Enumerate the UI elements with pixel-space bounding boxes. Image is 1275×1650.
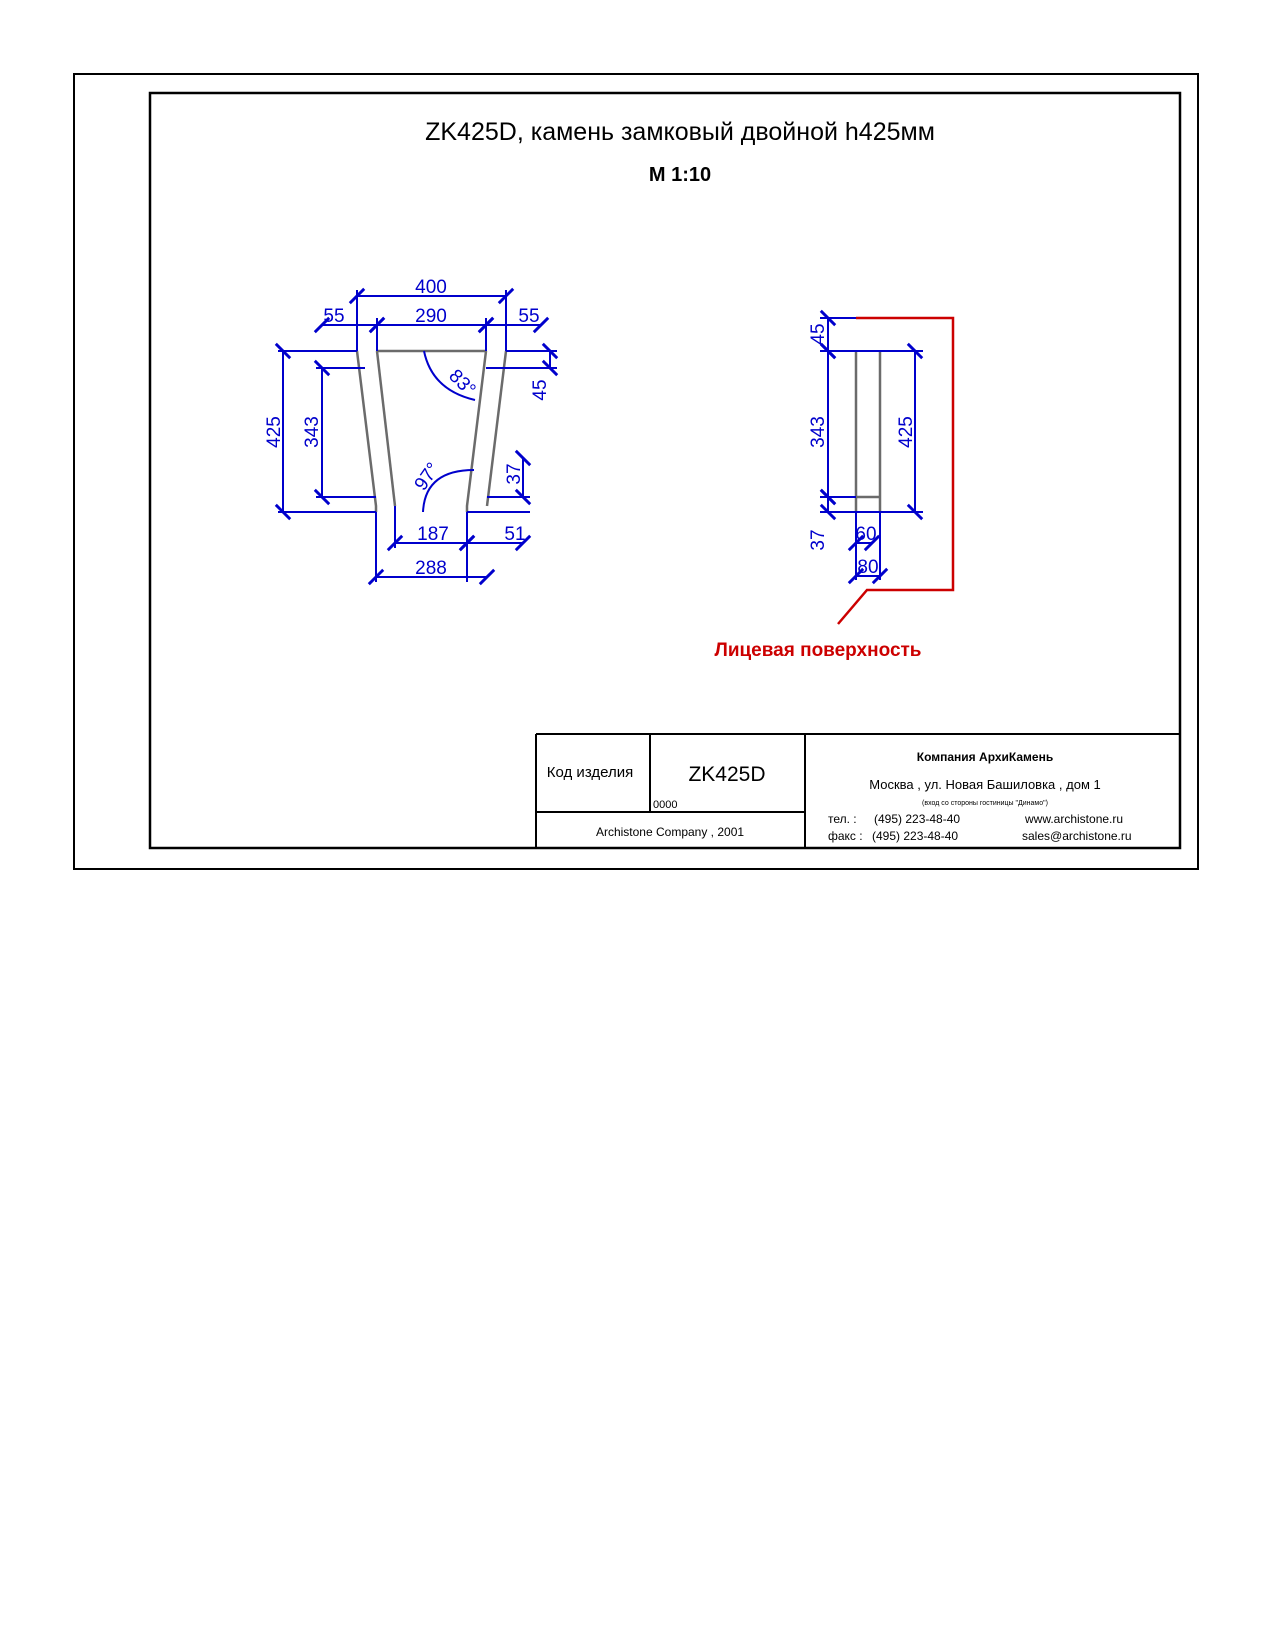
face-surface-label: Лицевая поверхность	[714, 640, 922, 661]
code-value: ZK425D	[688, 763, 766, 786]
dim-right-bottom: 37	[504, 463, 525, 485]
side-outline	[856, 351, 880, 512]
side-dim-bottom: 37	[808, 529, 829, 551]
fax-label: факс :	[828, 829, 863, 843]
phone-label: тел. :	[828, 812, 857, 826]
dim-top-total: 400	[415, 277, 447, 298]
side-dim-width-inner: 60	[855, 524, 877, 545]
dim-top-left: 55	[323, 306, 345, 327]
side-dim-width-total: 80	[857, 557, 879, 578]
dim-top-inner: 290	[415, 306, 447, 327]
side-dim-inner: 343	[808, 416, 829, 448]
drawing-scale: М 1:10	[648, 164, 712, 186]
side-dim-top: 45	[808, 323, 829, 345]
dim-bottom-inner: 187	[417, 524, 449, 545]
fax-value: (495) 223-48-40	[872, 829, 959, 843]
dim-right-top: 45	[530, 379, 551, 401]
code-label: Код изделия	[546, 764, 634, 781]
angle-top-label: 83°	[444, 365, 480, 401]
company-address: Москва , ул. Новая Башиловка , дом 1	[869, 777, 1101, 792]
dim-bottom-right: 51	[504, 524, 526, 545]
side-view	[714, 318, 953, 661]
side-dim-total: 425	[896, 416, 917, 448]
website[interactable]: www.archistone.ru	[1025, 812, 1124, 826]
drawing-title: ZK425D, камень замковый двойной h425мм	[425, 118, 935, 146]
company-address-note: (вход со стороны гостиницы "Динамо")	[922, 800, 1048, 807]
dim-top-right: 55	[518, 306, 540, 327]
company-name: Компания АрхиКамень	[916, 750, 1054, 764]
dim-height-total: 425	[264, 416, 285, 448]
phone-value: (495) 223-48-40	[874, 812, 961, 826]
email[interactable]: sales@archistone.ru	[1022, 829, 1132, 843]
dim-bottom-total: 288	[415, 558, 447, 579]
front-view	[264, 277, 557, 582]
dim-height-inner: 343	[302, 416, 323, 448]
angle-bottom-label: 97°	[410, 459, 445, 495]
code-number: 0000	[653, 799, 678, 811]
company-footer: Archistone Company , 2001	[595, 825, 745, 839]
